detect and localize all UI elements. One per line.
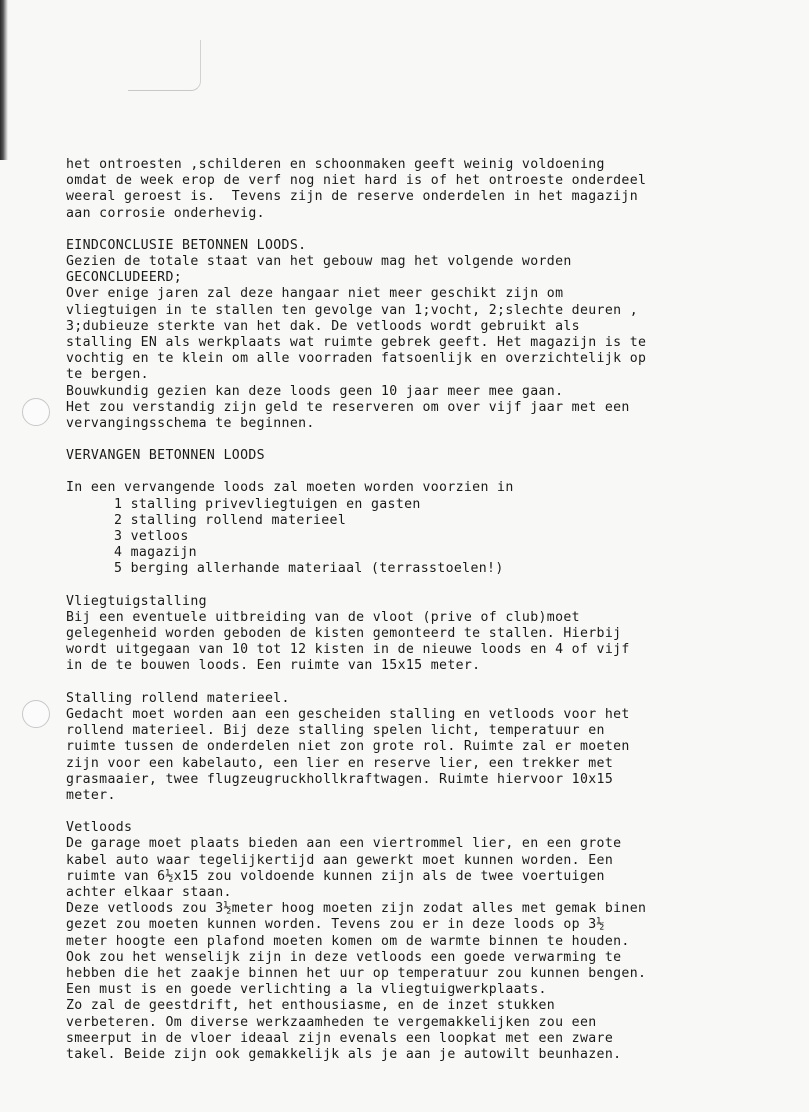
- text-line: wordt uitgegaan van 10 tot 12 kisten in de nieuwe loods en 4 of vijf: [66, 642, 630, 658]
- text-line: het ontroesten ,schilderen en schoonmaken geeft weinig voldoening: [66, 157, 605, 172]
- text-line: aan corrosie onderhevig.: [66, 205, 265, 221]
- text-line: rollend materieel. Bij deze stalling spelen licht, temperatuur en: [66, 723, 605, 739]
- text-line: GECONCLUDEERD;: [66, 270, 183, 286]
- text-line: stalling EN als werkplaats wat ruimte gebrek geeft. Het magazijn is te: [66, 335, 647, 351]
- text-line: Het zou verstandig zijn geld te reserveren om over vijf jaar met een: [66, 399, 630, 415]
- text-line: te bergen.: [66, 367, 149, 383]
- text-line: 5 berging allerhande materiaal (terrasstoelen!): [114, 561, 504, 577]
- text-line: omdat de week erop de verf nog niet hard is of het ontroeste onderdeel: [66, 173, 647, 189]
- text-line: vervangingsschema te beginnen.: [66, 416, 315, 432]
- punch-hole-bottom: [22, 700, 50, 728]
- text-line: takel. Beide zijn ook gemakkelijk als je aan je autowilt beunhazen.: [66, 1046, 622, 1062]
- text-line: Zo zal de geestdrift, het enthousiasme, en de inzet stukken: [66, 998, 556, 1014]
- text-line: Over enige jaren zal deze hangaar niet meer geschikt zijn om: [66, 286, 564, 302]
- text-line: 1 stalling privevliegtuigen en gasten: [114, 496, 421, 512]
- text-line: meter hoogte een plafond moeten komen om de warmte binnen te houden.: [66, 933, 630, 949]
- text-line: Ook zou het wenselijk zijn in deze vetloods een goede verwarming te: [66, 949, 622, 965]
- text-line: 3 vetloos: [114, 529, 189, 545]
- text-line: in de te bouwen loods. Een ruimte van 15x15 meter.: [66, 658, 481, 674]
- text-line: Gezien de totale staat van het gebouw mag het volgende worden: [66, 254, 572, 270]
- text-line: vochtig en te klein om alle voorraden fatsoenlijk en overzichtelijk op: [66, 351, 647, 367]
- text-line: smeerput in de vloer ideaal zijn evenals een loopkat met een zware: [66, 1030, 614, 1046]
- conclusion-heading: EINDCONCLUSIE BETONNEN LOODS.: [66, 237, 307, 253]
- replace-heading: VERVANGEN BETONNEN LOODS: [66, 448, 265, 464]
- text-line: ruimte van 6½x15 zou voldoende kunnen zijn als de twee voertuigen: [66, 868, 605, 884]
- pencil-mark: [128, 40, 201, 91]
- binding-edge-shadow: [0, 0, 8, 160]
- vetloods-paragraph: [66, 836, 766, 1063]
- text-line: kabel auto waar tegelijkertijd aan gewerkt moet kunnen worden. Een: [66, 852, 614, 868]
- text-line: 2 stalling rollend materieel: [114, 512, 347, 528]
- text-line: weeral geroest is. Tevens zijn de reserve onderdelen in het magazijn: [66, 189, 638, 205]
- text-line: meter.: [66, 787, 116, 803]
- aircraft-paragraph: [66, 610, 766, 675]
- conclusion-paragraph: [66, 254, 766, 432]
- rolling-paragraph: [66, 707, 766, 804]
- document-body: [66, 157, 766, 1063]
- text-line: achter elkaar staan.: [66, 884, 232, 900]
- punch-hole-top: [22, 398, 50, 426]
- text-line: ruimte tussen de onderdelen niet zon grote rol. Ruimte zal er moeten: [66, 739, 630, 755]
- text-line: gezet zou moeten kunnen worden. Tevens zou er in deze loods op 3½: [66, 917, 605, 933]
- replace-intro: In een vervangende loods zal moeten worden voorzien in: [66, 480, 514, 496]
- text-line: De garage moet plaats bieden aan een viertrommel lier, en een grote: [66, 836, 622, 852]
- text-line: Gedacht moet worden aan een gescheiden stalling en vetloods voor het: [66, 706, 630, 722]
- text-line: grasmaaier, twee flugzeugruckhollkraftwagen. Ruimte hiervoor 10x15: [66, 771, 614, 787]
- text-line: Bij een eventuele uitbreiding van de vloot (prive of club)moet: [66, 609, 580, 625]
- text-line: Een must is en goede verlichting a la vliegtuigwerkplaats.: [66, 982, 547, 998]
- text-line: hebben die het zaakje binnen het uur op temperatuur zou kunnen bengen.: [66, 965, 647, 981]
- text-line: gelegenheid worden geboden de kisten gemonteerd te stallen. Hierbij: [66, 626, 622, 642]
- text-line: vliegtuigen in te stallen ten gevolge van 1;vocht, 2;slechte deuren ,: [66, 302, 638, 318]
- vetloods-heading: Vetloods: [66, 820, 133, 836]
- text-line: zijn voor een kabelauto, een lier en reserve lier, een trekker met: [66, 755, 614, 771]
- text-line: 3;dubieuze sterkte van het dak. De vetloods wordt gebruikt als: [66, 318, 580, 334]
- text-line: Deze vetloods zou 3½meter hoog moeten zijn zodat alles met gemak binen: [66, 901, 647, 917]
- intro-paragraph: [66, 157, 766, 222]
- text-line: 4 magazijn: [114, 545, 197, 561]
- text-line: Bouwkundig gezien kan deze loods geen 10 jaar meer mee gaan.: [66, 383, 564, 399]
- rolling-heading: Stalling rollend materieel.: [66, 690, 290, 706]
- aircraft-heading: Vliegtuigstalling: [66, 593, 207, 609]
- text-line: verbeteren. Om diverse werkzaamheden te vergemakkelijken zou een: [66, 1014, 597, 1030]
- replace-list: [66, 497, 766, 578]
